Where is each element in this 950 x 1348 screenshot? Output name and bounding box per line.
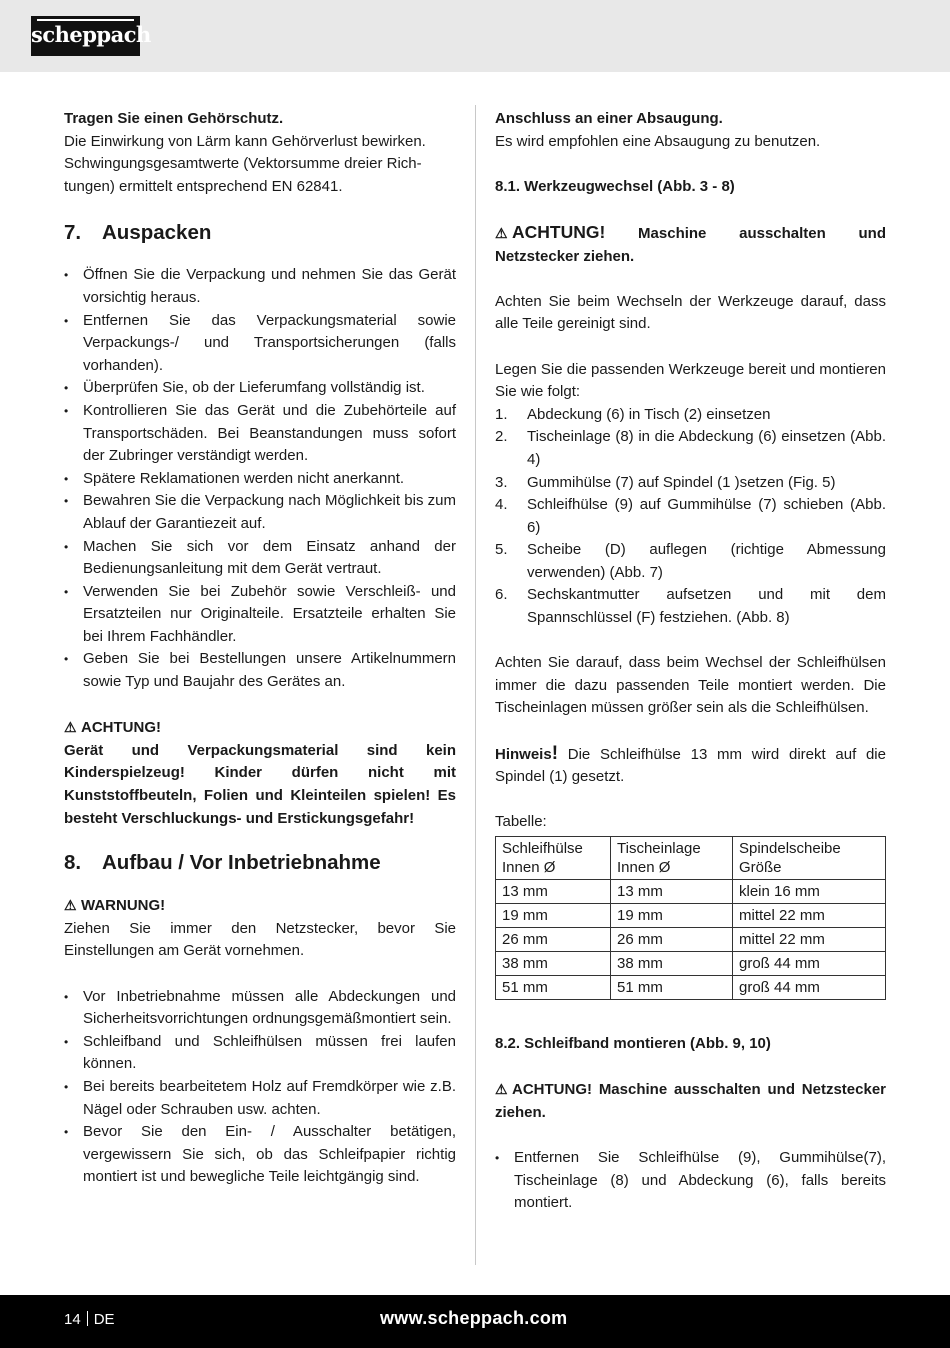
table-cell: mittel 22 mm (733, 904, 886, 928)
section-title: Aufbau / Vor Inbetriebnahme (102, 851, 381, 875)
section-7-heading (64, 220, 456, 246)
page-indicator (64, 1311, 115, 1328)
website-url: www.scheppach.com (380, 1308, 568, 1328)
list-item: • Überprüfen Sie, ob der Lieferumfang vollständig ist. (64, 377, 456, 400)
step-item: 1. Abdeckung (6) in Tisch (2) einsetzen (495, 405, 771, 423)
list-item: • Verwenden Sie bei Zubehör sowie Verschleiß- und Ersatzteilen nur Originalteile. Ersatzteile erhalten Sie bei Ihrem Fachhändler. (64, 581, 456, 649)
page-number: 14 (64, 1311, 81, 1328)
list-item: • Öffnen Sie die Verpackung und nehmen Sie das Gerät vorsichtig heraus. (64, 264, 456, 309)
list-item: • Entfernen Sie das Verpackungsmaterial sowie Verpackungs-/ und Transportsicherungen (falls vorhanden). (64, 310, 456, 378)
table-cell: groß 44 mm (733, 976, 886, 1000)
table-cell: 51 mm (496, 976, 611, 1000)
warning-paragraph: ⚠ ACHTUNG! Maschine ausschalten und Netzstecker ziehen. (495, 221, 887, 265)
brand-logo: scheppach (31, 16, 140, 56)
table-row (496, 952, 886, 976)
table-cell: 19 mm (611, 904, 733, 928)
section-title: Auspacken (102, 221, 212, 245)
intro-line: Die Einwirkung von Lärm kann Gehörverlust bewirken. (64, 132, 426, 150)
table-cell: mittel 22 mm (733, 928, 886, 952)
section-8-2-heading: 8.2. Schleifband montieren (Abb. 9, 10) (495, 1035, 771, 1052)
intro-line: Schwingungsgesamtwerte (Vektorsumme dreier Rich- (64, 155, 422, 173)
hearing-protection-heading: Tragen Sie einen Gehörschutz. (64, 110, 284, 127)
mounting-steps (495, 404, 886, 630)
exclamation-icon: ! (551, 742, 559, 764)
table-cell: 13 mm (496, 880, 611, 904)
table-row (496, 928, 886, 952)
language-code: DE (93, 1311, 115, 1328)
list-item: • Geben Sie bei Bestellungen unsere Artikelnummern sowie Typ und Baujahr des Gerätes an. (64, 648, 456, 693)
list-item: • Machen Sie sich vor dem Einsatz anhand der Bedienungsanleitung mit dem Gerät vertraut. (64, 536, 456, 581)
step-item: 3. Gummihülse (7) auf Spindel (1 )setzen (Fig. 5) (495, 473, 836, 491)
extraction-heading: Anschluss an einer Absaugung. (495, 110, 723, 127)
child-warning-text: Gerät und Verpackungsmaterial sind kein Kinderspielzeug! Kinder dürfen nicht mit Kunststoffbeuteln, Folien und Kleinteilen spielen! Es besteht Verschluckungs- und Erstickungsgefahr! (64, 741, 456, 827)
sleeve-table (495, 836, 886, 1000)
list-item: • Vor Inbetriebnahme müssen alle Abdeckungen und Sicherheitsvorrichtungen ordnungsgemäßmontiert sein. (64, 986, 456, 1031)
warning-paragraph: ⚠ ACHTUNG! Maschine ausschalten und Netzstecker ziehen. (495, 1078, 886, 1124)
section-8-heading (64, 850, 456, 876)
table-row (496, 880, 886, 904)
belt-mount-list (495, 1147, 886, 1215)
warning-triangle-icon: ⚠ (495, 1081, 508, 1098)
table-header-row (496, 837, 886, 880)
table-cell: 38 mm (496, 952, 611, 976)
step-item: 4. Schleifhülse (9) auf Gummihülse (7) schieben (Abb. 6) (495, 496, 886, 536)
note-label: Hinweis (495, 745, 552, 763)
list-item: • Bei bereits bearbeitetem Holz auf Fremdkörper wie z.B. Nägel oder Schrauben usw. achten. (64, 1076, 456, 1121)
note-paragraph: Hinweis! Die Schleifhülse 13 mm wird direkt auf die Spindel (1) gesetzt. (495, 742, 886, 786)
clean-parts-text: Achten Sie beim Wechseln der Werkzeuge darauf, dass alle Teile gereinigt sind. (495, 292, 886, 333)
warning-title: ⚠ WARNUNG! (64, 894, 456, 918)
section-8-1-heading: 8.1. Werkzeugwechsel (Abb. 3 - 8) (495, 177, 735, 195)
warning-triangle-icon: ⚠ (64, 719, 77, 736)
setup-list (64, 986, 456, 1189)
unplug-warning-text: Ziehen Sie immer den Netzstecker, bevor Sie Einstellungen am Gerät vornehmen. (64, 919, 456, 960)
header-bar (0, 0, 950, 72)
step-item: 5. Scheibe (D) auflegen (richtige Abmessung verwenden) (Abb. 7) (495, 541, 886, 581)
warning-triangle-icon: ⚠ (64, 897, 77, 914)
table-cell: klein 16 mm (733, 880, 886, 904)
change-sleeves-text: Achten Sie darauf, dass beim Wechsel der Schleifhülsen immer die dazu passenden Teile montiert werden. Die Tischeinlagen müssen größer sein als die Schleifhülsen. (495, 654, 886, 717)
right-column (495, 108, 886, 1215)
table-header-cell: Spindelscheibe Größe (733, 837, 886, 880)
table-cell: 38 mm (611, 952, 733, 976)
table-cell: 26 mm (496, 928, 611, 952)
warning-title: ⚠ ACHTUNG! (64, 716, 456, 740)
list-item: • Entfernen Sie Schleifhülse (9), Gummihülse(7), Tischeinlage (8) und Abdeckung (6), falls bereits montiert. (495, 1147, 886, 1215)
section-number: 7. (64, 221, 82, 245)
list-item: • Bevor Sie den Ein- / Ausschalter betätigen, vergewissern Sie sich, ob das Schleifpapier richtig montiert ist und bewegliche Teile leichtgängig sind. (64, 1121, 456, 1189)
table-label: Tabelle: (495, 813, 547, 831)
list-item: • Bewahren Sie die Verpackung nach Möglichkeit bis zum Ablauf der Garantiezeit auf. (64, 490, 456, 535)
list-item: • Spätere Reklamationen werden nicht anerkannt. (64, 468, 456, 491)
table-row (496, 976, 886, 1000)
table-cell: 26 mm (611, 928, 733, 952)
intro-line: tungen) ermittelt entsprechend EN 62841. (64, 177, 343, 195)
step-item: 2. Tischeinlage (8) in die Abdeckung (6) einsetzen (Abb. 4) (495, 428, 886, 468)
table-cell: groß 44 mm (733, 952, 886, 976)
footer-bar (0, 1295, 950, 1348)
list-item: • Kontrollieren Sie das Gerät und die Zubehörteile auf Transportschäden. Bei Beanstandungen muss sofort der Zubringer verständigt werden. (64, 400, 456, 468)
step-item: 6. Sechskantmutter aufsetzen und mit dem Spannschlüssel (F) festziehen. (Abb. 8) (495, 586, 886, 627)
table-cell: 19 mm (496, 904, 611, 928)
table-cell: 13 mm (611, 880, 733, 904)
extraction-text: Es wird empfohlen eine Absaugung zu benutzen. (495, 132, 821, 150)
table-row (496, 904, 886, 928)
prepare-tools-text: Legen Sie die passenden Werkzeuge bereit und montieren Sie wie folgt: (495, 360, 886, 401)
left-column (64, 108, 456, 1189)
table-header-cell: Tischeinlage Innen Ø (611, 837, 733, 880)
table-cell: 51 mm (611, 976, 733, 1000)
warning-triangle-icon: ⚠ (495, 224, 508, 241)
column-divider (475, 105, 476, 1265)
unpacking-list (64, 264, 456, 693)
section-number: 8. (64, 851, 82, 875)
table-header-cell: Schleifhülse Innen Ø (496, 837, 611, 880)
list-item: • Schleifband und Schleifhülsen müssen frei laufen können. (64, 1031, 456, 1076)
